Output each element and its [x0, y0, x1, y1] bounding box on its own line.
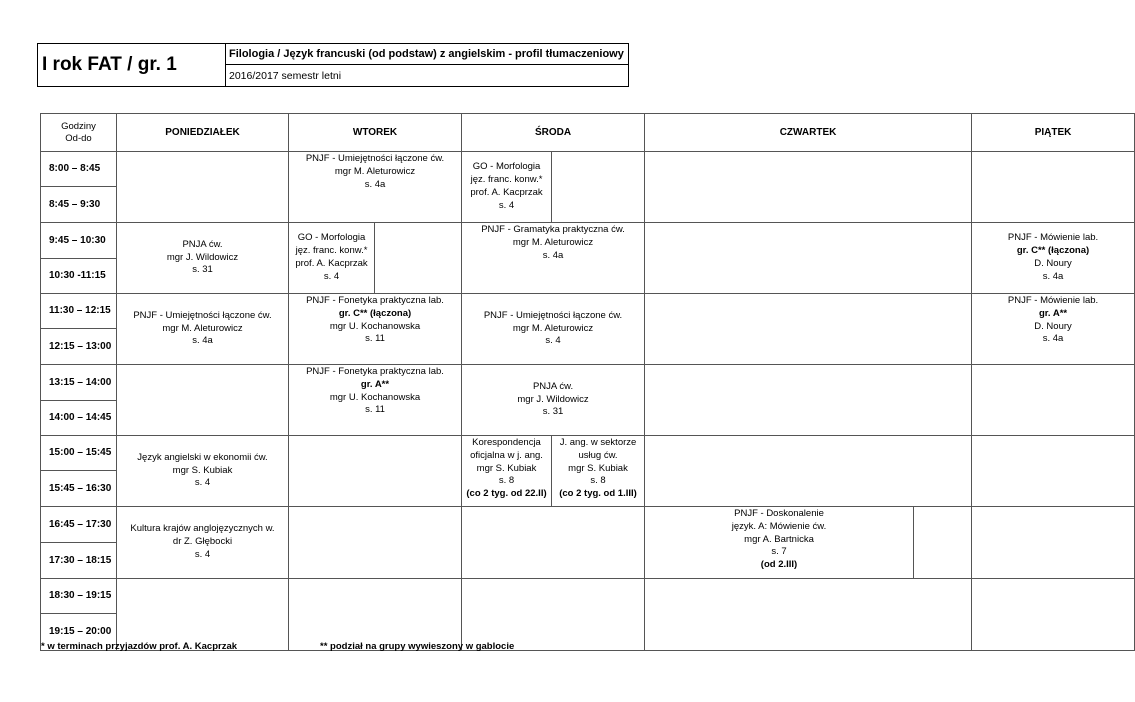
class-cell-wed-5b: J. ang. w sektorze usług ćw. mgr S. Kubiak s. 8 (co 2 tyg. od 1.III) [552, 436, 645, 507]
time-slot: 8:00 – 8:45 [41, 152, 117, 187]
time-slot: 18:30 – 19:15 [41, 579, 117, 614]
header-box [37, 43, 629, 87]
empty-cell [645, 294, 972, 365]
time-row [41, 294, 1135, 329]
empty-cell [289, 579, 462, 651]
empty-cell [117, 152, 289, 223]
empty-cell [645, 436, 972, 507]
empty-cell [972, 579, 1135, 651]
page-title: I rok FAT / gr. 1 [38, 44, 226, 86]
day-thursday: CZWARTEK [645, 114, 972, 152]
footnote-2: ** podział na grupy wywieszony w gablocie [320, 641, 515, 652]
time-slot: 8:45 – 9:30 [41, 187, 117, 223]
header-row [41, 114, 1135, 152]
time-row [41, 152, 1135, 187]
time-slot: 15:00 – 15:45 [41, 436, 117, 471]
class-cell-mon-6: Kultura krajów anglojęzycznych w. dr Z. Głębocki s. 4 [117, 507, 289, 579]
empty-cell [552, 152, 645, 223]
class-cell-fri-2: PNJF - Mówienie lab. gr. C** (łączona) D. Noury s. 4a [972, 223, 1135, 294]
day-wednesday: ŚRODA [462, 114, 645, 152]
time-slot: 13:15 – 14:00 [41, 365, 117, 401]
empty-cell [972, 436, 1135, 507]
class-cell-mon-2: PNJA ćw. mgr J. Wildowicz s. 31 [117, 223, 289, 294]
time-slot: 19:15 – 20:00 [41, 614, 117, 651]
time-slot: 12:15 – 13:00 [41, 329, 117, 365]
time-row [41, 223, 1135, 259]
day-tuesday: WTOREK [289, 114, 462, 152]
class-cell-tue-3: PNJF - Fonetyka praktyczna lab. gr. C** (łączona) mgr U. Kochanowska s. 11 [289, 294, 462, 365]
time-slot: 14:00 – 14:45 [41, 401, 117, 436]
class-cell-wed-3: PNJF - Umiejętności łączone ćw. mgr M. Aleturowicz s. 4 [462, 294, 645, 365]
time-row [41, 365, 1135, 401]
time-slot: 11:30 – 12:15 [41, 294, 117, 329]
empty-cell [972, 365, 1135, 436]
day-monday: PONIEDZIAŁEK [117, 114, 289, 152]
class-cell-tue-4: PNJF - Fonetyka praktyczna lab. gr. A** mgr U. Kochanowska s. 11 [289, 365, 462, 436]
empty-cell [117, 365, 289, 436]
empty-cell [462, 507, 645, 579]
class-cell-mon-5: Język angielski w ekonomii ćw. mgr S. Kubiak s. 4 [117, 436, 289, 507]
empty-cell [462, 579, 645, 651]
time-row [41, 507, 1135, 543]
class-cell-tue-2: GO - Morfologia jęz. franc. konw.* prof. A. Kacprzak s. 4 [289, 223, 375, 294]
class-cell-thu-6: PNJF - Doskonalenie język. A: Mówienie ćw. mgr A. Bartnicka s. 7 (od 2.III) [645, 507, 914, 579]
class-cell-wed-1: GO - Morfologia jęz. franc. konw.* prof. A. Kacprzak s. 4 [462, 152, 552, 223]
time-slot: 10:30 -11:15 [41, 259, 117, 294]
empty-cell [645, 223, 972, 294]
empty-cell [645, 365, 972, 436]
semester-label: 2016/2017 semestr letni [229, 70, 342, 82]
timetable [40, 113, 1135, 651]
time-row [41, 579, 1135, 614]
empty-cell [289, 436, 462, 507]
time-row [41, 436, 1135, 471]
empty-cell [645, 579, 972, 651]
empty-cell [375, 223, 462, 294]
time-slot: 15:45 – 16:30 [41, 471, 117, 507]
time-slot: 17:30 – 18:15 [41, 543, 117, 579]
empty-cell [914, 507, 972, 579]
footnote-1: * w terminach przyjazdów prof. A. Kacprzak [41, 641, 238, 652]
time-slot: 9:45 – 10:30 [41, 223, 117, 259]
class-cell-wed-5a: Korespondencja oficjalna w j. ang. mgr S. Kubiak s. 8 (co 2 tyg. od 22.II) [462, 436, 552, 507]
empty-cell [972, 507, 1135, 579]
class-cell-fri-3: PNJF - Mówienie lab. gr. A** D. Noury s. 4a [972, 294, 1135, 365]
class-cell-wed-4: PNJA ćw. mgr J. Wildowicz s. 31 [462, 365, 645, 436]
program-name: Filologia / Język francuski (od podstaw) z angielskim - profil tłumaczeniowy [226, 44, 628, 65]
class-cell-tue-1: PNJF - Umiejętności łączone ćw. mgr M. Aleturowicz s. 4a [289, 152, 462, 223]
empty-cell [289, 507, 462, 579]
empty-cell [645, 152, 972, 223]
time-slot: 16:45 – 17:30 [41, 507, 117, 543]
class-cell-mon-3: PNJF - Umiejętności łączone ćw. mgr M. Aleturowicz s. 4a [117, 294, 289, 365]
hours-header: Godziny Od-do [41, 114, 117, 152]
empty-cell [117, 579, 289, 651]
empty-cell [972, 152, 1135, 223]
day-friday: PIĄTEK [972, 114, 1135, 152]
class-cell-wed-2: PNJF - Gramatyka praktyczna ćw. mgr M. Aleturowicz s. 4a [462, 223, 645, 294]
